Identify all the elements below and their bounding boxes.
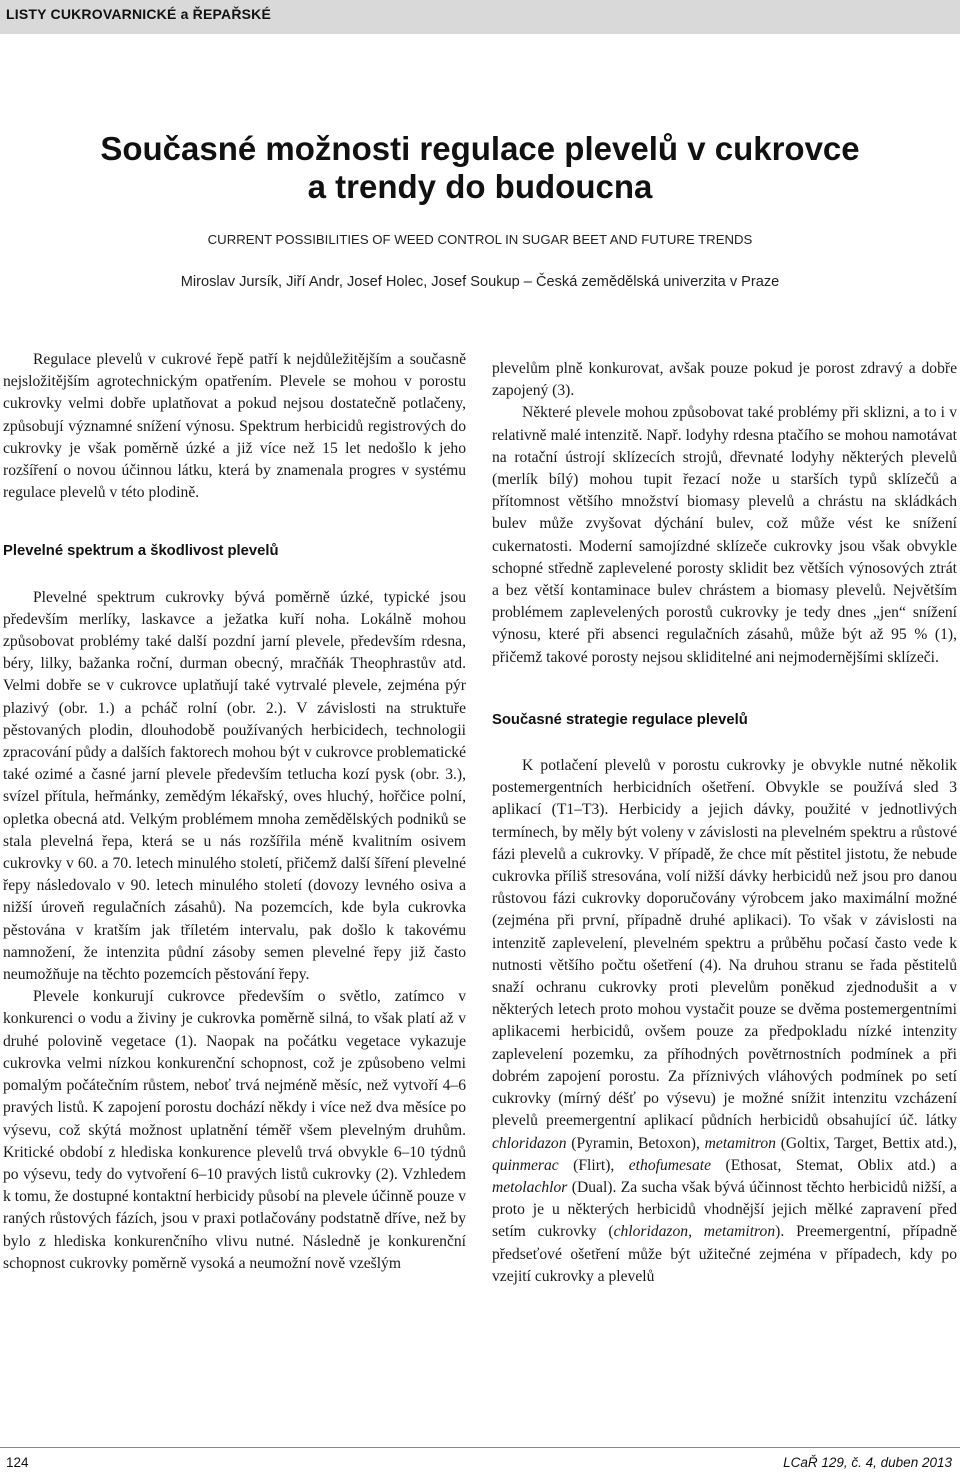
text-run: (Pyramin, Betoxon), xyxy=(566,1134,705,1152)
active-substance: chloridazon xyxy=(492,1134,567,1152)
right-column xyxy=(492,358,957,1288)
text-run: (Flirt), xyxy=(558,1156,629,1174)
article-title-line-1: Současné možnosti regulace plevelů v cukrovce xyxy=(100,130,860,167)
text-run: K potlačení plevelů v porostu cukrovky je obvykle nutné několik postemergentních herbicidních ošetření. Obvykle se používá sled 3 aplikací (T1–T3). Herbicidy a jejich dávky, použité v jednotlivých termínech, by měly být voleny v závislosti na plevelném spektru a růstové fázi plevelů a cukrovky. V případě, že chce mít pěstitel jistotu, že nebude cukrovka příliš stresována, volí nižší dávky herbicidů než jsou pro danou růstovou fázi cukrovky doporučovány výrobcem jako maximální možné (zejména při první, případně druhé aplikaci). To však v závislosti na intenzitě zaplevelení, plevelném spektru a průběhu počasí často vede k nutnosti většího počtu ošetření (4). Na druhou stranu se řada pěstitelů snaží ochranu cukrovky proti plevelům poněkud zjednodušit a v některých letech proto mohou vystačit pouze se dvěma postemergentními aplikacemi herbicidů, ovšem pouze za předpokladu nízké intenzity zaplevelení pozemku, za příhodných povětrnostních podmínek a při dobrém zapojení porostu. Za příznivých vláhových podmínek po setí cukrovky (mírný déšť po výsevu) je možné snížit intenzitu vzcházení plevelů preemergentní aplikací půdních herbicidů obsahující úč. látky xyxy=(492,757,957,1130)
text-run: ). Preemergentní, případně předseťové ošetření může být užitečné zejména v případech, kdy po vzejití cukrovky a plevelů xyxy=(492,1223,958,1285)
active-substance: metolachlor xyxy=(492,1178,568,1196)
active-substance: ethofumesate xyxy=(628,1156,712,1174)
section-heading-weed-spectrum: Plevelné spektrum a škodlivost plevelů xyxy=(3,543,279,560)
authors-affiliation: Miroslav Jursík, Jiří Andr, Josef Holec, Josef Soukup – Česká zemědělská univerzita v Praze xyxy=(180,274,780,290)
page-number: 124 xyxy=(6,1455,29,1470)
english-title: CURRENT POSSIBILITIES OF WEED CONTROL IN SUGAR BEET AND FUTURE TRENDS xyxy=(207,232,753,247)
text-run: (Ethosat, Stemat, Oblix atd.) a xyxy=(711,1156,957,1174)
text-run: (Goltix, Target, Bettix atd.), xyxy=(775,1134,958,1152)
section-heading-current-strategies: Současné strategie regulace plevelů xyxy=(492,711,748,728)
body-paragraph: Plevele konkurují cukrovce především o světlo, zatímco v konkurenci o vodu a živiny je cukrovka poměrně silná, to však platí až v druhé polovině vegetace (1). Naopak na počátku vegetace vykazuje cukrovka velmi nízkou konkurenční schopnost, což je způsobeno velmi pomalým počátečním růstem, neboť trvá nejméně měsíc, než vytvoří 4–6 pravých listů. K zapojení porostu dochází někdy i více než dva měsíce po výsevu, což skýtá možnost uplatnění téměř všem plevelným druhům. Kritické období z hlediska konkurence plevelů trvá obvykle 6–10 týdnů po výsevu, tedy do vytvoření 6–10 pravých listů cukrovky (2). Vzhledem k tomu, že dostupné kontaktní herbicidy působí na plevele účinně pouze v raných růstových fázích, jsou v praxi potlačovány podstatně dříve, než by bylo z hlediska konkurenčního vlivu nutné. Následně je konkurenční schopnost cukrovky poměrně vysoká a neumožní nově vzešlým xyxy=(3,988,466,1272)
journal-reference: LCaŘ 129, č. 4, duben 2013 xyxy=(783,1455,952,1470)
active-substance: quinmerac xyxy=(492,1156,559,1174)
body-paragraph: Plevelné spektrum cukrovky bývá poměrně úzké, typické jsou především merlíky, laskavce a ježatka kuří noha. Lokálně mohou způsobovat problémy také další pozdní jarní plevele, především rdesna, béry, lilky, bažanka roční, durman obecný, mračňák Theophrastův atd. Velmi dobře se v cukrovce uplatňují také vytrvalé plevele, zejména pýr plazivý (obr. 1.) a pcháč rolní (obr. 2.). V závislosti na struktuře pěstovaných plodin, dlouhodobě používaných herbicidech, technologii zpracování půdy a dalších faktorech mohou být v cukrovce problematické také ozimé a časné jarní plevele především tetlucha kozí pysk (obr. 3.), svízel přítula, heřmánky, zemědým lékařský, oves hluchý, hořčice polní, opletka obecná atd. Velkým problémem mnoha zemědělských podniků se stala plevelná řepa, která se u nás rozšířila méně kvalitním osivem cukrovky v 60. a 70. letech minulého století, přičemž další šíření plevelné řepy následovalo v 90. letech minulého století (dovozy levného osiva a nižší úroveň regulačních zásahů). Na pozemcích, kde byla cukrovka pěstována v kratším jak tříletém intervalu, pak došlo k takovému namnožení, že intenzita půdní zásoby semen plevelné řepy již často neumožňuje na těchto pozemcích pěstování řepy. xyxy=(3,588,466,984)
article-title-line-2: a trendy do budoucna xyxy=(307,168,653,205)
active-substance: chloridazon, metamitron xyxy=(613,1223,776,1241)
left-column xyxy=(3,349,466,1275)
body-paragraph-herbicides xyxy=(492,755,957,1288)
body-paragraph: plevelům plně konkurovat, avšak pouze pokud je porost zdravý a dobře zapojený (3). xyxy=(492,360,957,400)
abstract-paragraph: Regulace plevelů v cukrové řepě patří k nejdůležitějším a současně nejsložitějším agrotechnickým opatřením. Plevele se mohou v porostu cukrovky velmi dobře uplatňovat a pokud nejsou dostatečně potlačeny, způsobují významné snížení výnosu. Spektrum herbicidů registrových do cukrovky je však poměrně úzké a již více než 15 let nedošlo k jeho rozšíření o novou účinnou látku, která by znamenala progres v systému regulace plevelů v této plodině. xyxy=(3,351,466,502)
body-paragraph: Některé plevele mohou způsobovat také problémy při sklizni, a to i v relativně malé intenzitě. Např. lodyhy rdesna ptačího se mohou namotávat na rotační ústrojí sklízecích strojů, dřevnaté lodyhy některých plevelů (merlík bílý) mohou tupit řezací nože u starších typů sklízečů a přítomnost většího množství biomasy plevelů a chrástu na skládkách bulev může zvyšovat dýchání bulev, což může vést ke snížení cukernatosti. Moderní samojízdné sklízeče cukrovky jsou však obvykle schopné středně zaplevelené porosty sklidit bez větších výnosových ztrát a bez větší kontaminace bulev chrástem a biomasy plevelů. Největším problémem zaplevelených porostů cukrovky je tedy dnes „jen“ snížení výnosu, které při absenci regulačních zásahů, může být až 95 % (1), přičemž takové porosty nejsou skliditelné ani nejmodernějšími sklízeči. xyxy=(492,404,957,666)
active-substance: metamitron xyxy=(704,1134,776,1152)
text-run: (Dual). Za sucha však bývá účinnost těchto herbicidů nižší, a proto je u některých herbicidů vhodnější jejich mělké zapravení před setím cukrovky ( xyxy=(492,1178,957,1241)
footer-rule xyxy=(0,1447,960,1448)
journal-section-header: LISTY CUKROVARNICKÉ a ŘEPAŘSKÉ xyxy=(6,6,272,22)
article-title xyxy=(0,130,960,206)
